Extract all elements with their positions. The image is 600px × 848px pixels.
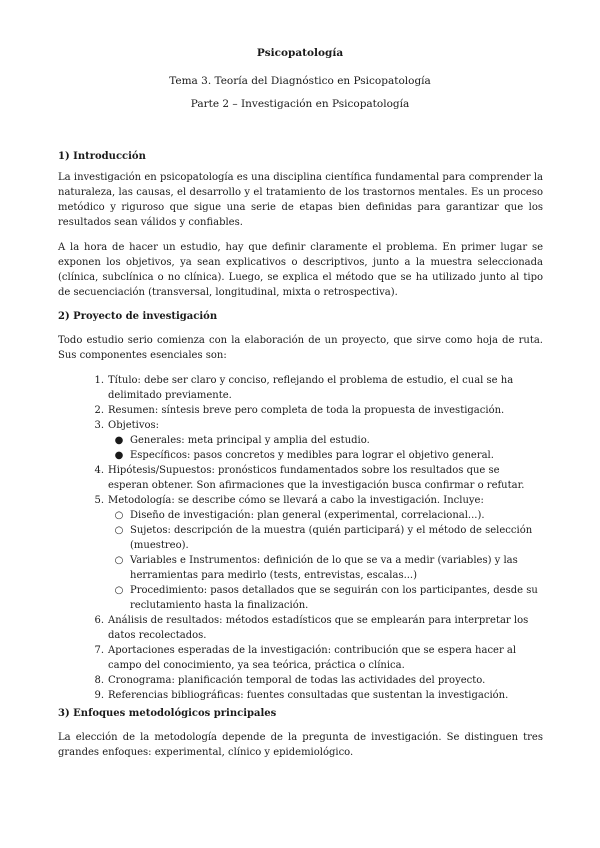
paragraph: A la hora de hacer un estudio, hay que definir claramente el problema. En primer lugar se exponen los objetivos, ya sean explicativos o descriptivos, junto a la muestra seleccionada (clínica, subclínica o no clínica). Luego, se explica el método que se ha utilizado junto al tipo de secuenciación (transversal, longitudinal, mixta o retrospectiva). <box>58 242 543 298</box>
paragraph: La elección de la metodología depende de la pregunta de investigación. Se distinguen tres grandes enfoques: experimental, clínico y epidemiológico. <box>58 732 543 758</box>
bullet-filled-icon: ● <box>114 435 124 446</box>
list-item-text: Hipótesis/Supuestos: pronósticos fundamentados sobre los resultados que se esperan obtener. Son afirmaciones que la investigación busca confirmar o refutar. <box>108 465 525 491</box>
document-title: Psicopatología <box>256 47 344 59</box>
list-item-text: Objetivos: <box>108 420 160 431</box>
list-item <box>58 493 543 508</box>
list-item <box>58 643 543 673</box>
list-item-text: Título: debe ser claro y conciso, reflejando el problema de estudio, el cual se ha delimitado previamente. <box>108 375 514 401</box>
list-item-text: Cronograma: planificación temporal de todas las actividades del proyecto. <box>108 675 486 686</box>
approaches-paragraph <box>58 730 543 760</box>
list-item-text: Aportaciones esperadas de la investigación: contribución que se espera hacer al campo del conocimiento, ya sea teórica, práctica o clínica. <box>108 645 517 671</box>
sub-list-item-text: Diseño de investigación: plan general (experimental, correlacional...). <box>130 510 485 521</box>
bullet-hollow-icon: ○ <box>114 510 124 521</box>
list-item <box>58 418 543 433</box>
list-item <box>58 463 543 493</box>
list-number: 8. <box>94 675 104 686</box>
list-item <box>58 613 543 643</box>
list-item-text: Metodología: se describe cómo se llevará a cabo la investigación. Incluye: <box>108 495 484 506</box>
sub-list-item-text: Sujetos: descripción de la muestra (quién participará) y el método de selección (muestreo). <box>130 525 533 551</box>
document-part: Parte 2 – Investigación en Psicopatología <box>190 98 410 110</box>
bullet-hollow-icon: ○ <box>114 525 124 536</box>
section-heading: 3) Enfoques metodológicos principales <box>58 708 277 719</box>
sub-list-item <box>58 583 543 613</box>
section-approaches <box>58 706 543 721</box>
list-item <box>58 673 543 688</box>
bullet-filled-icon: ● <box>114 450 124 461</box>
list-item <box>58 373 543 403</box>
section-heading: 1) Introducción <box>58 151 146 162</box>
bullet-hollow-icon: ○ <box>114 555 124 566</box>
sub-list-item <box>58 523 543 553</box>
list-item <box>58 688 543 703</box>
intro-paragraph-2 <box>58 240 543 300</box>
sub-list-item <box>58 553 543 583</box>
section-project <box>58 309 543 324</box>
section-heading: 2) Proyecto de investigación <box>58 311 218 322</box>
project-components-list <box>58 373 543 703</box>
sub-list-item <box>58 508 543 523</box>
sub-list-item-text: Variables e Instrumentos: definición de lo que se va a medir (variables) y las herramientas para medirlo (tests, entrevistas, escalas...) <box>130 555 518 581</box>
bullet-hollow-icon: ○ <box>114 585 124 596</box>
section-introduction <box>58 149 543 164</box>
sub-list-item-text: Generales: meta principal y amplia del estudio. <box>130 435 370 446</box>
list-number: 5. <box>94 495 104 506</box>
document-subtitle: Tema 3. Teoría del Diagnóstico en Psicopatología <box>169 75 431 87</box>
sub-list-item <box>58 433 543 448</box>
list-number: 2. <box>94 405 104 416</box>
list-number: 4. <box>94 465 104 476</box>
list-number: 1. <box>94 375 104 386</box>
sub-list-item <box>58 448 543 463</box>
list-item-text: Análisis de resultados: métodos estadísticos que se emplearán para interpretar los datos recolectados. <box>108 615 529 641</box>
sub-list-item-text: Específicos: pasos concretos y medibles para lograr el objetivo general. <box>130 450 494 461</box>
list-number: 7. <box>94 645 104 656</box>
paragraph: La investigación en psicopatología es una disciplina científica fundamental para comprender la naturaleza, las causas, el desarrollo y el tratamiento de los trastornos mentales. Es un proceso metódico y riguroso que sigue una serie de etapas bien definidas para garantizar que los resultados sean válidos y confiables. <box>58 172 543 228</box>
paragraph: Todo estudio serio comienza con la elaboración de un proyecto, que sirve como hoja de ruta. Sus componentes esenciales son: <box>58 335 543 361</box>
list-number: 6. <box>94 615 104 626</box>
project-intro <box>58 333 543 363</box>
list-item <box>58 403 543 418</box>
list-number: 9. <box>94 690 104 701</box>
list-number: 3. <box>94 420 104 431</box>
list-item-text: Referencias bibliográficas: fuentes consultadas que sustentan la investigación. <box>108 690 509 701</box>
intro-paragraph-1 <box>58 170 543 230</box>
list-item-text: Resumen: síntesis breve pero completa de toda la propuesta de investigación. <box>108 405 505 416</box>
sub-list-item-text: Procedimiento: pasos detallados que se seguirán con los participantes, desde su reclutamiento hasta la finalización. <box>130 585 538 611</box>
